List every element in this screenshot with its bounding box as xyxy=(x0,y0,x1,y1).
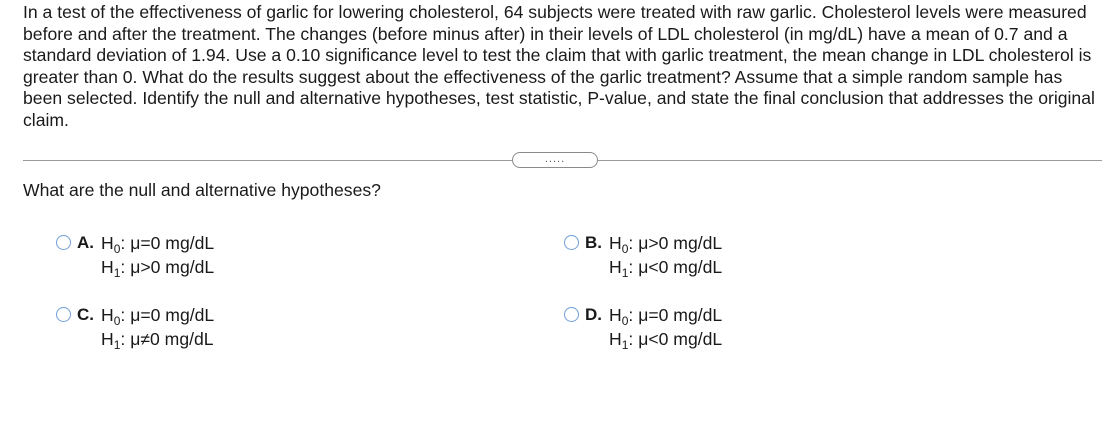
option-c-null-hypothesis: $H_0$: μ=0 mg/dL xyxy=(101,305,215,328)
option-d-null-hypothesis: $H_0$: μ=0 mg/dL xyxy=(609,305,723,328)
question-prompt: What are the null and alternative hypotheses? xyxy=(23,180,381,200)
option-c-radio[interactable] xyxy=(56,307,71,322)
option-c[interactable] xyxy=(56,304,306,352)
option-c-letter: C. xyxy=(77,305,94,324)
option-d-radio[interactable] xyxy=(564,307,579,322)
option-a-letter: A. xyxy=(77,233,94,252)
option-a-null-hypothesis: $H_0$: μ=0 mg/dL xyxy=(101,233,215,256)
problem-statement: In a test of the effectiveness of garlic for lowering cholesterol, 64 subjects were treated with raw garlic. Cholesterol levels were measured before and after the treatment. The changes (before minus after) in their levels of LDL cholesterol (in mg/dL) have a mean of 0.7 and a standard deviation of 1.94. Use a 0.10 significance level to test the claim that with garlic treatment, the mean change in LDL cholesterol is greater than 0. What do the results suggest about the effectiveness of the garlic treatment? Assume that a simple random sample has been selected. Identify the null and alternative hypotheses, test statistic, P-value, and state the final conclusion that addresses the original claim. xyxy=(23,2,1095,130)
option-b[interactable] xyxy=(564,232,814,280)
option-b-alt-hypothesis: $H_1$: μ<0 mg/dL xyxy=(609,257,723,280)
option-c-alt-hypothesis: $H_1$: μ≠0 mg/dL xyxy=(101,329,214,352)
option-b-null-hypothesis: $H_0$: μ>0 mg/dL xyxy=(609,233,723,256)
option-a-radio[interactable] xyxy=(56,235,71,250)
option-d-letter: D. xyxy=(585,305,602,324)
option-a-alt-hypothesis: $H_1$: μ>0 mg/dL xyxy=(101,257,215,280)
option-b-radio[interactable] xyxy=(564,235,579,250)
expand-button[interactable]: ..... xyxy=(512,152,598,168)
option-d[interactable] xyxy=(564,304,814,352)
option-a[interactable] xyxy=(56,232,306,280)
option-b-letter: B. xyxy=(585,233,602,252)
option-d-alt-hypothesis: $H_1$: μ<0 mg/dL xyxy=(609,329,723,352)
